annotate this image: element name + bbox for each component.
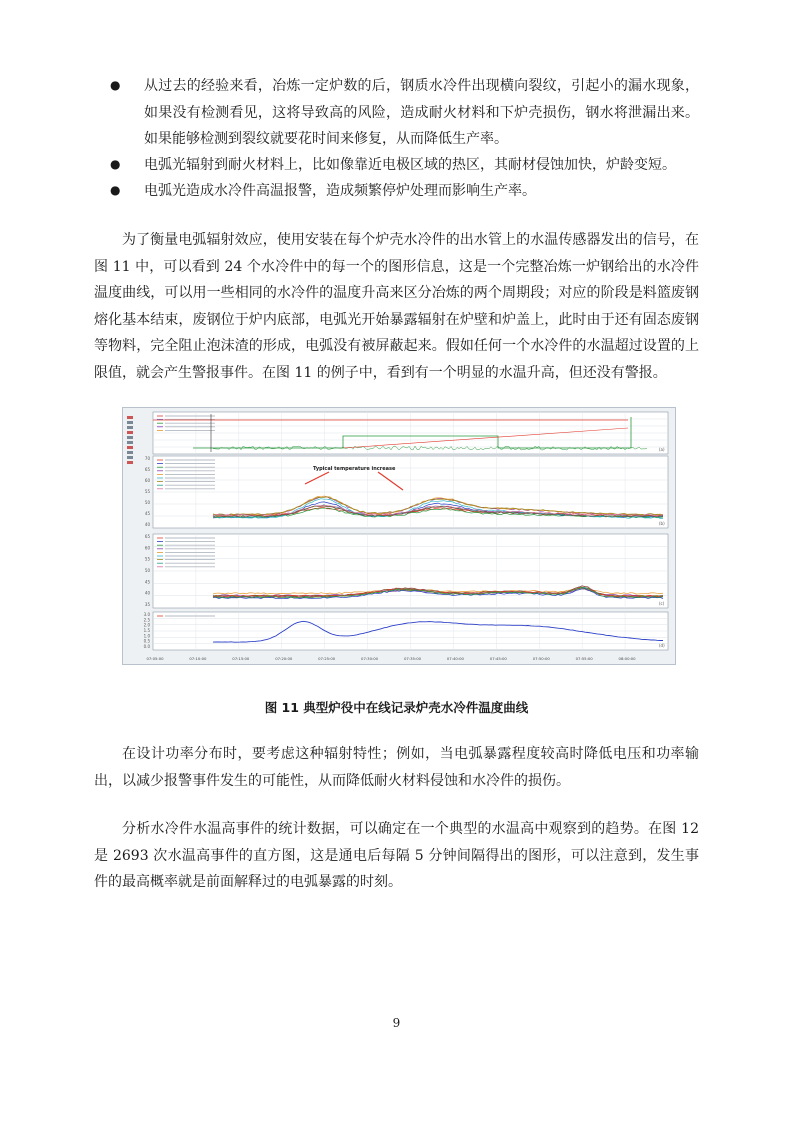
x-tick-label: 07:40:00 [446, 656, 464, 661]
y-tick-label: 50 [144, 568, 150, 573]
toolbar-mark [127, 461, 133, 464]
x-tick-label: 07:15:00 [232, 656, 250, 661]
y-tick-label: 70 [144, 456, 150, 461]
y-tick-label: 40 [144, 522, 150, 527]
y-tick-label: 0.0 [143, 644, 150, 649]
y-tick-label: 0.5 [143, 638, 150, 644]
toolbar-mark [127, 441, 133, 444]
x-tick-label: 07:50:00 [532, 656, 550, 661]
bullet-dot: ● [110, 78, 121, 92]
toolbar-mark [127, 446, 133, 449]
panel-tag: (a) [659, 447, 665, 452]
y-tick-label: 60 [144, 478, 150, 483]
figure-11 [122, 407, 676, 665]
x-tick-label: 07:10:00 [189, 656, 207, 661]
toolbar-mark [127, 426, 133, 429]
y-tick-label: 35 [144, 602, 150, 607]
x-tick-label: 07:20:00 [275, 656, 293, 661]
x-tick-label: 08:00:00 [618, 656, 636, 661]
bullet-dot: ● [110, 183, 121, 197]
body-paragraph-2: 在设计功率分布时，要考虑这种辐射特性；例如，当电弧暴露程度较高时降低电压和功率输出，以减少报警事件发生的可能性，从而降低耐火材料侵蚀和水冷件的损伤。 [94, 746, 699, 789]
panel-tag: (c) [659, 601, 665, 606]
toolbar-mark [127, 451, 133, 454]
y-tick-label: 65 [144, 534, 150, 539]
bullet-item-3: 电弧光造成水冷件高温报警，造成频繁停炉处理而影响生产率。 [144, 183, 536, 199]
x-tick-label: 07:35:00 [403, 656, 422, 661]
x-tick-label: 07:25:00 [318, 656, 336, 661]
y-tick-label: 1.5 [143, 628, 150, 633]
x-tick-label: 07:05:00 [146, 656, 164, 661]
x-tick-label: 07:55:00 [575, 656, 593, 661]
panel-tag: (b) [659, 521, 665, 526]
y-tick-label: 45 [144, 511, 150, 516]
toolbar-mark [127, 421, 133, 424]
y-tick-label: 2.0 [143, 622, 150, 628]
y-tick-label: 40 [144, 590, 150, 596]
toolbar-mark [127, 456, 133, 459]
y-tick-label: 60 [144, 545, 150, 551]
figure-caption: 图 11 典型炉役中在线记录炉壳水冷件温度曲线 [264, 700, 529, 715]
y-tick-label: 55 [144, 489, 150, 494]
body-paragraph-3: 分析水冷件水温高事件的统计数据，可以确定在一个典型的水温高中观察到的趋势。在图 12 是 2693 次水温高事件的直方图，这是通电后每隔 5 分钟间隔得出的图形，可以注意到，发生事件的最高概率就是前面解释过的电弧暴露的时刻。 [94, 821, 699, 890]
toolbar-mark [127, 431, 133, 434]
y-tick-label: 2.5 [143, 617, 150, 623]
page-number: 9 [392, 1016, 401, 1030]
x-tick-label: 07:45:00 [489, 656, 507, 661]
bullet-item-2: 电弧光辐射到耐火材料上，比如像靠近电极区域的热区，其耐材侵蚀加快，炉龄变短。 [144, 157, 676, 173]
temperature-chart [123, 408, 675, 664]
x-tick-label: 07:30:00 [361, 656, 379, 661]
y-tick-label: 1.0 [143, 633, 150, 639]
y-tick-label: 45 [144, 579, 150, 585]
y-tick-label: 65 [144, 467, 150, 472]
y-tick-label: 50 [144, 500, 150, 505]
bullet-dot: ● [110, 157, 121, 171]
annotation-label: Typical temperature increase [313, 466, 396, 472]
bullet-item-1: 从过去的经验来看，冶炼一定炉数的后，钢质水冷件出现横向裂纹，引起小的漏水现象，如果没有检测看见，这将导致高的风险，造成耐火材料和下炉壳损伤，钢水将泄漏出来。如果能够检测到裂纹就要花时间来修复，从而降低生产率。 [144, 78, 699, 147]
y-tick-label: 55 [144, 556, 150, 562]
body-paragraph-1: 为了衡量电弧辐射效应，使用安装在每个炉壳水冷件的出水管上的水温传感器发出的信号，在图 11 中，可以看到 24 个水冷件中的每一个的图形信息，这是一个完整冶炼一炉钢给出的水冷件温度曲线，可以用一些相同的水冷件的温度升高来区分冶炼的两个周期段；对应的阶段是料篮废钢熔化基本结束，废钢位于炉内底部，电弧光开始暴露辐射在炉壁和炉盖上，此时由于还有固态废钢等物料，完全阻止泡沫渣的形成，电弧没有被屏蔽起来。假如任何一个水冷件的水温超过设置的上限值，就会产生警报事件。在图 11 的例子中，看到有一个明显的水温升高，但还没有警报。 [94, 232, 699, 381]
toolbar-mark [127, 436, 133, 439]
panel-tag: (d) [659, 643, 665, 648]
y-tick-label: 3.0 [143, 612, 150, 617]
toolbar-mark [127, 416, 133, 419]
